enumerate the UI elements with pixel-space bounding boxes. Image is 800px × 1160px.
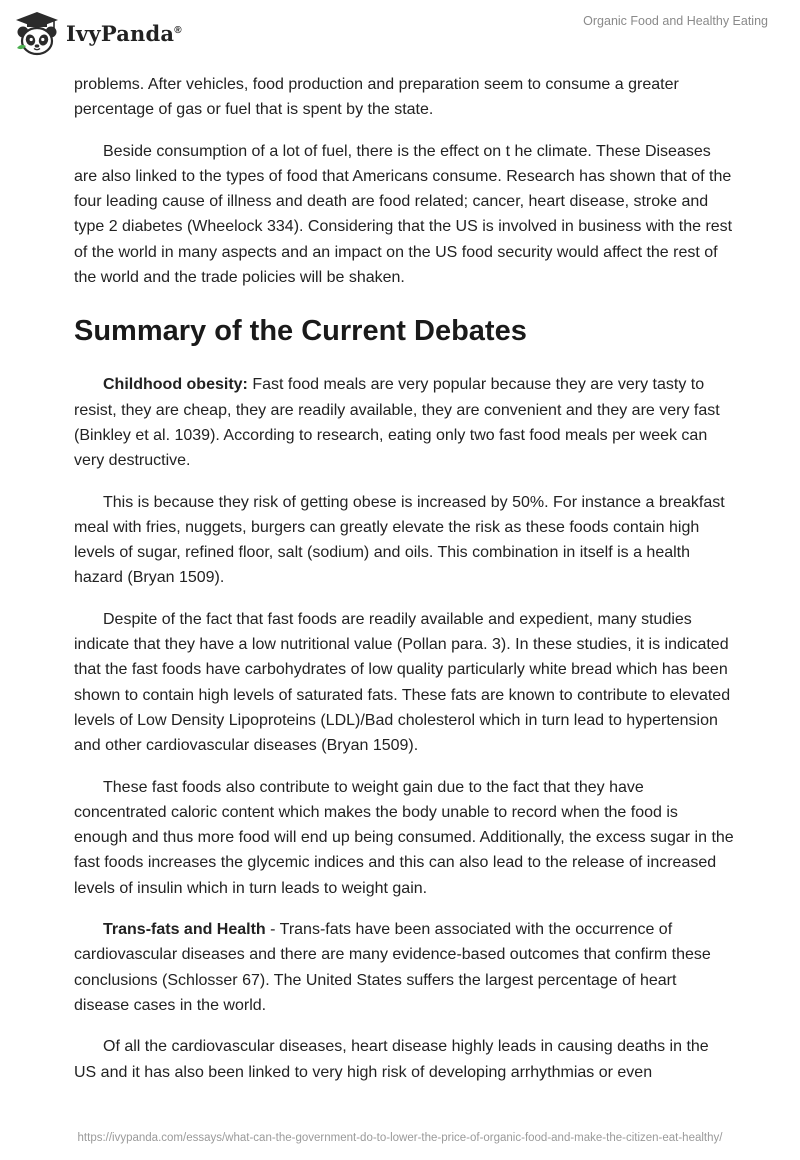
logo-wordmark: IvyPanda®: [66, 20, 182, 46]
paragraph-lead: Trans-fats and Health: [103, 921, 266, 939]
paragraph: Trans-fats and Health - Trans-fats have been associated with the occurrence of cardiovascular diseases and there are many evidence-based outcomes that confirm these conclusions (Schlosser 67). The United States suffers the largest percentage of heart disease cases in the world.: [74, 921, 711, 1014]
paragraph: problems. After vehicles, food production and preparation seem to consume a greater percentage of gas or fuel that is spent by the state.: [74, 76, 679, 119]
paragraph: Beside consumption of a lot of fuel, there is the effect on t he climate. These Diseases are also linked to the types of food that Americans consume. Research has shown that of the four leading cause of illness and death are food related; cancer, heart disease, stroke and type 2 diabetes (Wheelock 334). Considering that the US is involved in business with the rest of the world in many aspects and an impact on the US food security would affect the rest of the world and the trade policies will be shaken.: [74, 142, 733, 287]
source-url[interactable]: https://ivypanda.com/essays/what-can-the-government-do-to-lower-the-price-of-organic-food-and-make-the-citizen-eat-healthy/: [77, 1132, 723, 1144]
section-heading: Summary of the Current Debates: [74, 315, 527, 348]
panda-graduate-icon: [14, 10, 60, 56]
ivypanda-logo[interactable]: [14, 10, 182, 56]
paragraph: Despite of the fact that fast foods are readily available and expedient, many studies indicate that they have a low nutritional value (Pollan para. 3). In these studies, it is indicated that the fast foods have carbohydrates of low quality particularly white bread which has been shown to contain high levels of saturated fats. These fats are known to contribute to elevated levels of Low Density Lipoproteins (LDL)/Bad cholesterol which in turn lead to hypertension and other cardiovascular diseases (Bryan 1509).: [74, 610, 731, 755]
essay-content: [74, 72, 734, 1101]
paragraph: This is because they risk of getting obese is increased by 50%. For instance a breakfast meal with fries, nuggets, burgers can greatly elevate the risk as these foods contain high levels of sugar, refined floor, salt (sodium) and oils. This combination in itself is a health hazard (Bryan 1509).: [74, 493, 725, 587]
paragraph: Childhood obesity: Fast food meals are very popular because they are very tasty to resist, they are cheap, they are readily available, they are convenient and they are very fast (Binkley et al. 1039). According to research, eating only two fast food meals per week can very destructive.: [74, 376, 720, 470]
paragraph-lead: Childhood obesity:: [103, 376, 248, 394]
document-title: Organic Food and Healthy Eating: [583, 14, 768, 28]
paragraph: These fast foods also contribute to weight gain due to the fact that they have concentrated caloric content which makes the body unable to record when the food is enough and thus more food will end up being consumed. Additionally, the excess sugar in the fast foods increases the glycemic indices and this can also lead to the release of increased levels of insulin which in turn leads to weight gain.: [74, 778, 734, 897]
page-header: [0, 0, 800, 70]
paragraph: Of all the cardiovascular diseases, heart disease highly leads in causing deaths in the US and it has also been linked to very high risk of developing arrhythmias or even: [74, 1038, 709, 1081]
